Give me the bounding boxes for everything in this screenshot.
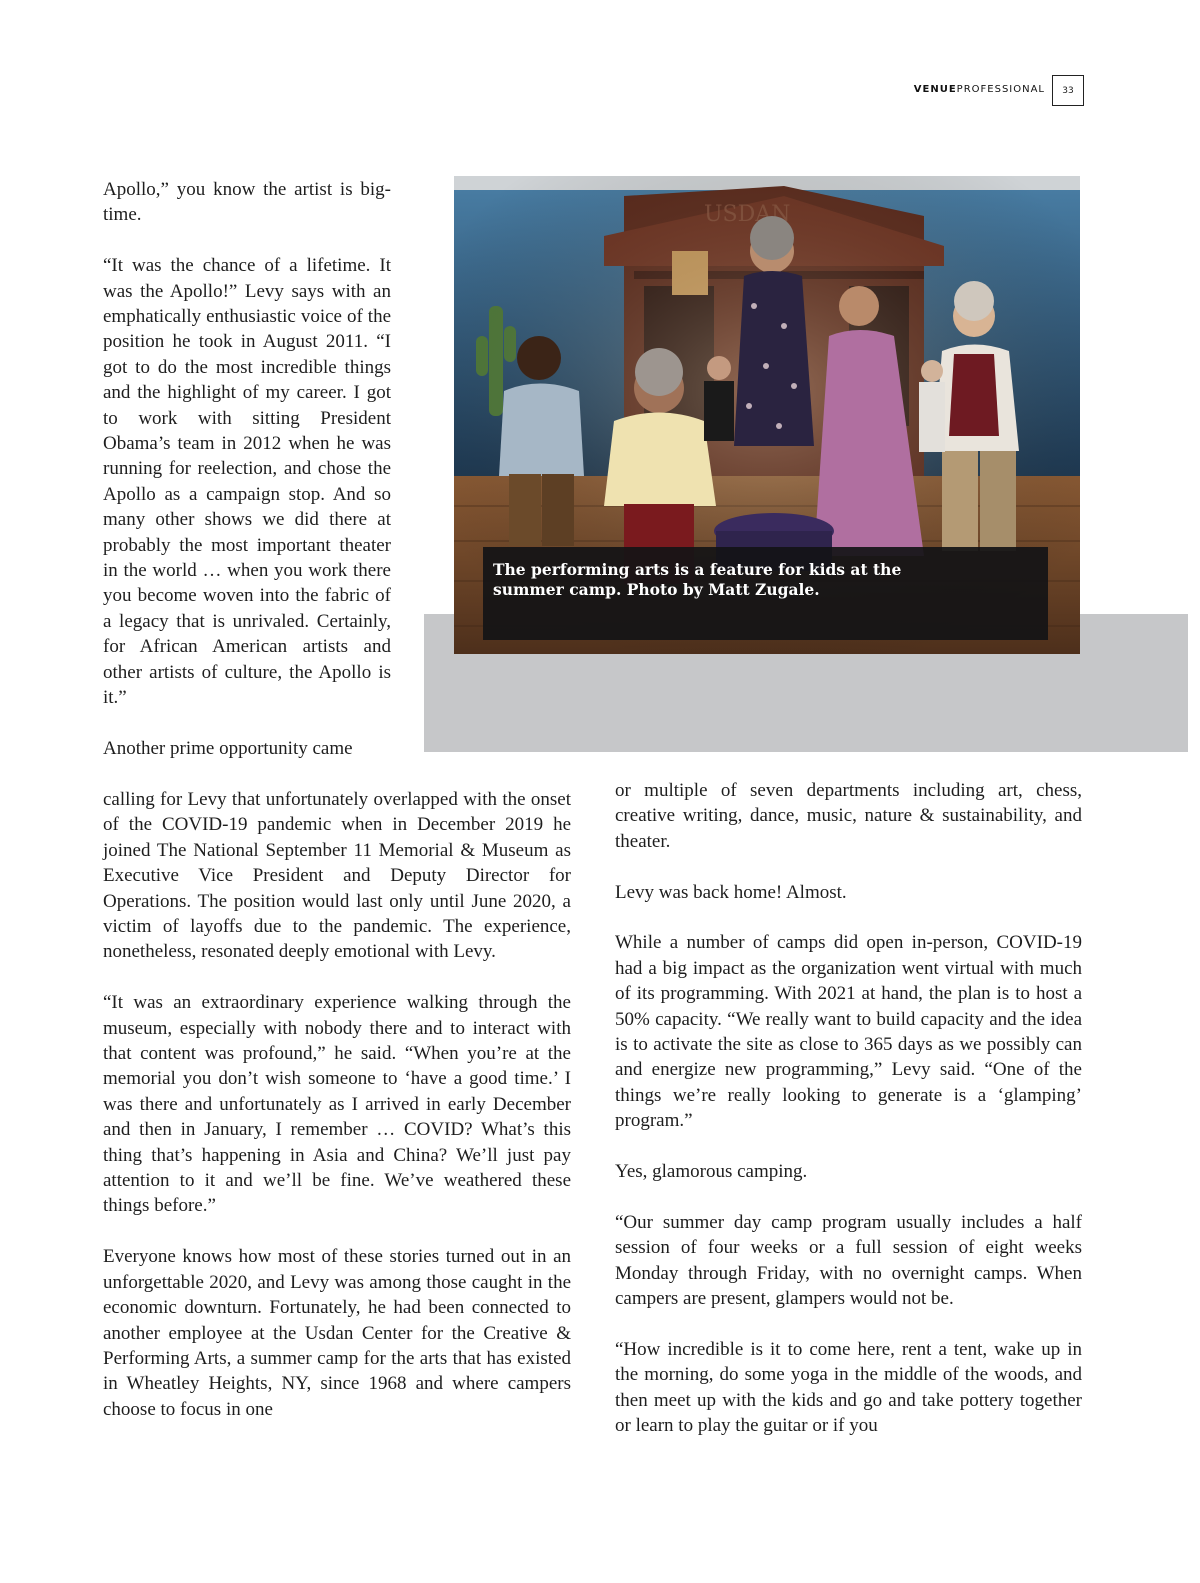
paragraph: or multiple of seven departments including art, chess, creative writing, dance, music, nature & sustainability, and theater. (615, 780, 1082, 852)
photo-caption: The performing arts is a feature for kids at the summer camp. Photo by Matt Zugale. (493, 560, 902, 599)
publication-name (880, 84, 1045, 95)
paragraph: calling for Levy that unfortunately overlapped with the onset of the COVID-19 pandemic when in December 2019 he joined The National September 11 Memorial & Museum as Executive Vice President and Deputy Director for Operations. The position would last only until June 2020, a victim of layoffs due to the pandemic. The experience, nonetheless, resonated deeply emotional with Levy. (103, 789, 571, 963)
paragraph: “It was an extraordinary experience walking through the museum, especially with nobody there and to interact with that content was profound,” he said. “When you’re at the memorial you don’t wish someone to ‘have a good time.’ I was there and unfortunately as I arrived in early December and then in January, I remember … COVID? What’s this thing that’s happening in Asia and China? We’ll just pay attention to it and we’ll be fine. We’ve weathered these things before.” (103, 992, 571, 1217)
brand-professional: PROFESSIONAL (956, 84, 1045, 95)
paragraph: While a number of camps did open in-person, COVID-19 had a big impact as the organization went virtual with much of its programming. With 2021 at hand, the plan is to host a 50% capacity. “We really want to build capacity and the idea is to activate the site as close to 365 days as we possibly can and energize new programming,” Levy said. “One of the things we’re really looking to generate is a ‘glamping’ program.” (615, 932, 1082, 1132)
paragraph: Yes, glamorous camping. (615, 1161, 808, 1183)
narrow-column (103, 177, 391, 761)
brand-venue: VENUE (913, 84, 957, 95)
left-column (103, 787, 571, 1422)
paragraph: Apollo,” you know the artist is big-time. (103, 179, 391, 226)
page-number: 33 (1052, 75, 1084, 106)
paragraph: “Our summer day camp program usually includes a half session of four weeks or a full session of eight weeks Monday through Friday, with no overnight camps. When campers are present, glampers would not be. (615, 1211, 1082, 1310)
paragraph: Levy was back home! Almost. (615, 881, 847, 903)
paragraph: “How incredible is it to come here, rent a tent, wake up in the morning, do some yoga in the middle of the woods, and then meet up with the kids and go and take pottery together or learn to play the guitar or if you (615, 1338, 1082, 1437)
paragraph-lead-in: Another prime opportunity came (103, 737, 353, 759)
right-column (615, 778, 1082, 1438)
paragraph: Everyone knows how most of these stories turned out in an unforgettable 2020, and Levy was among those caught in the economic downturn. Fortunately, he had been connected to another employee at the Usdan Center for the Creative & Performing Arts, a summer camp for the arts that has existed in Wheatley Heights, NY, since 1968 and where campers choose to focus in one (103, 1246, 571, 1420)
paragraph: “It was the chance of a lifetime. It was the Apollo!” Levy says with an emphatically enthusiastic voice of the position he took in August 2011. “I got to do the most incredible things and the highlight of my career. I got to work with sitting President Obama’s team in 2012 when he was running for reelection, and chose the Apollo as a campaign stop. And so many other shows we did there at probably the most important theater in the world … when you work there you become woven into the fabric of a legacy that is unrivaled. Certainly, for African American artists and other artists of culture, the Apollo is it.” (103, 255, 391, 709)
